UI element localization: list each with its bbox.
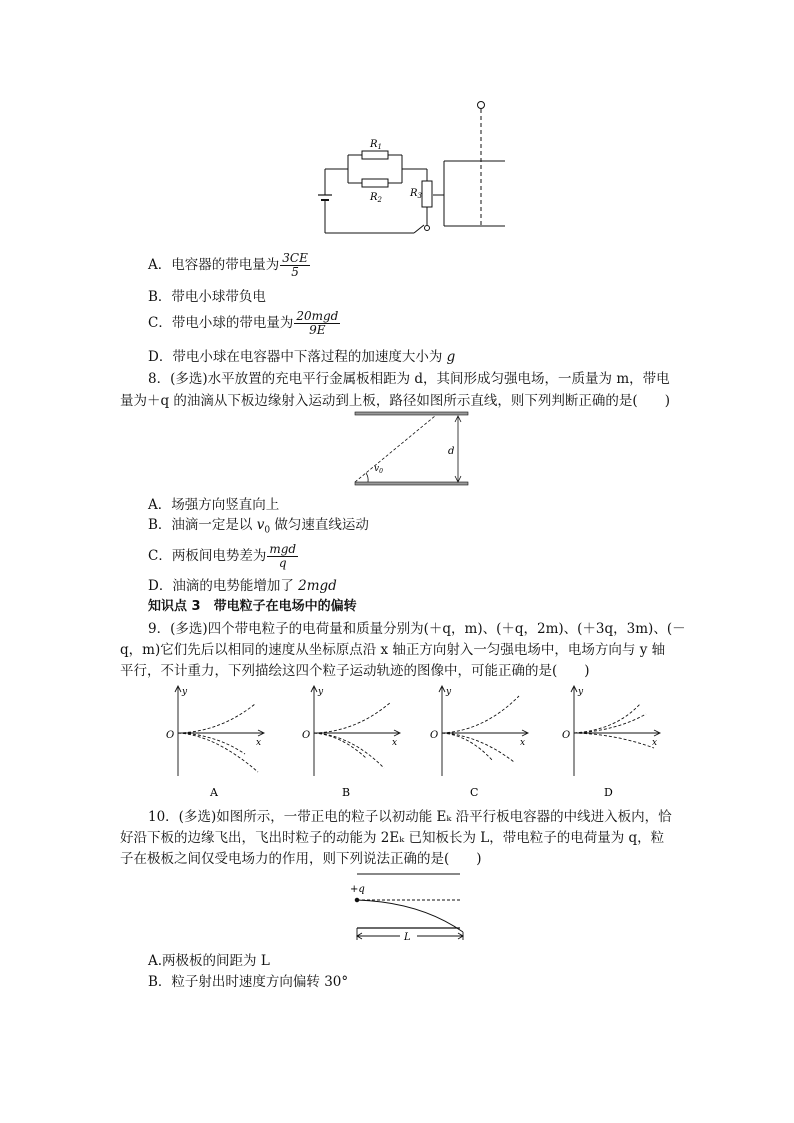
q8-stem-line1: 8．(多选)水平放置的充电平行金属板相距为 d，其间形成匀强电场，一质量为 m，带电 [148, 371, 670, 387]
q9-a-label: A [210, 786, 218, 799]
q8-stem-line2: 量为＋q 的油滴从下板边缘射入运动到上板，路径如图所示直线，则下列判断正确的是( ) [120, 393, 670, 409]
q8-option-c: C．两板间电势差为 $\frac{\text{mgd}}{q}$ [148, 542, 297, 570]
q9-stem-line3: 平行，不计重力，下列描绘这四个粒子运动轨迹的图像中，可能正确的是( ) [120, 663, 590, 679]
q9-c-origin: O [430, 730, 439, 741]
section-heading: 知识点 3 带电粒子在电场中的偏转 [148, 599, 357, 614]
q10-stem-line3: 子在极板之间仅受电场力的作用，则下列说法正确的是( ) [120, 851, 482, 867]
q7-c-fraction: $\frac{\text{20mgd}}{9E}$ [296, 309, 339, 337]
q8-option-b: B．油滴一定是以 $v_0$ 做匀速直线运动 [148, 517, 369, 536]
circuit-diagram [300, 95, 520, 245]
q9-a-origin: O [166, 730, 175, 741]
r3-label: $R_3$ [410, 188, 422, 200]
q10-capacitor-figure [345, 870, 475, 945]
q9-graph-d [556, 682, 666, 802]
q8-option-a: A．场强方向竖直向上 [148, 497, 280, 513]
q9-a-x-label: x [256, 738, 262, 748]
q9-graph-c [424, 682, 534, 802]
q9-b-x-label: x [392, 738, 398, 748]
q8-plates-figure [350, 408, 480, 492]
q10-stem-line2: 好沿下板的边缘飞出，飞出时粒子的动能为 2Eₖ 已知板长为 L，带电粒子的电荷量为 q，粒 [120, 830, 665, 846]
q8-c-fraction: $\frac{\text{mgd}}{q}$ [269, 542, 297, 570]
q9-stem-line1: 9．(多选)四个带电粒子的电荷量和质量分别为(＋q，m)、(＋q，2m)、(＋3q，3m)、(－ [148, 621, 686, 637]
q9-d-x-label: x [652, 738, 658, 748]
q8-v0-label: $v_0$ [374, 464, 383, 475]
r2-label: $R_2$ [370, 192, 382, 204]
q9-b-y-label: y [318, 687, 324, 697]
q9-d-label: D [604, 786, 613, 799]
q7-option-c: C．带电小球的带电量为 $\frac{\text{20mgd}}{9E}$ [148, 309, 339, 337]
q9-graph-b [296, 682, 406, 802]
q10-option-a: A.两极板的间距为 L [148, 953, 270, 969]
q9-c-label: C [470, 786, 479, 799]
q10-charge-label: +q [350, 884, 365, 895]
q9-stem-line2: q，m)它们先后以相同的速度从坐标原点沿 x 轴正方向射入一匀强电场中，电场方向与 y 轴 [120, 642, 666, 658]
q8-option-d: D．油滴的电势能增加了 2mgd [148, 578, 337, 594]
q9-b-origin: O [302, 730, 311, 741]
q9-c-x-label: x [520, 738, 526, 748]
q7-option-b: B．带电小球带负电 [148, 289, 266, 305]
r1-label: $R_1$ [370, 139, 382, 151]
q9-b-label: B [342, 786, 351, 799]
q10-stem-line1: 10．(多选)如图所示，一带正电的粒子以初动能 Eₖ 沿平行板电容器的中线进入板内，恰 [148, 809, 672, 825]
q10-option-b: B．粒子射出时速度方向偏转 30° [148, 974, 349, 990]
q7-option-d: D．带电小球在电容器中下落过程的加速度大小为 g [148, 349, 456, 365]
q9-d-y-label: y [578, 687, 584, 697]
q9-d-origin: O [562, 730, 571, 741]
q7-option-a: A．电容器的带电量为 $\frac{3CE}{5}$ [148, 251, 308, 279]
q9-c-y-label: y [446, 687, 452, 697]
q9-a-y-label: y [182, 687, 188, 697]
q9-graph-a [160, 682, 270, 802]
q8-d-label: d [448, 446, 455, 457]
q7-a-fraction: $\frac{3CE}{5}$ [282, 251, 308, 279]
q10-length-label: L [404, 932, 411, 943]
